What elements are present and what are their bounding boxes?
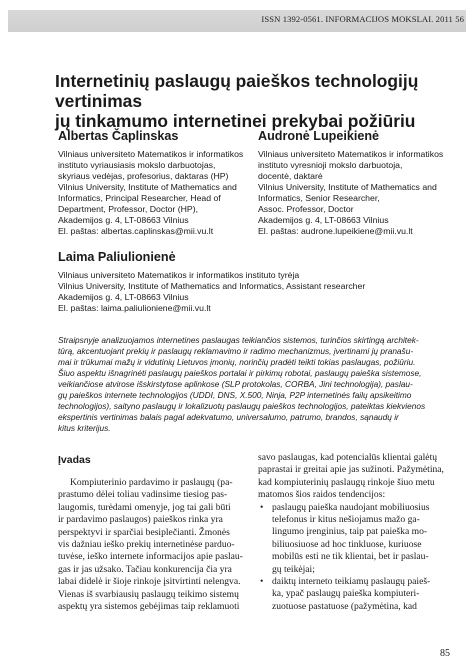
affiliation-line: Akademijos g. 4, LT-08663 Vilnius [58, 215, 189, 225]
affiliation-line: instituto vyriausiasis mokslo darbuotojas, [58, 160, 216, 170]
abstract-line: veikiančiose atvirose išskirstytose aplinkose (SLP protokolas, CORBA, Jini technologija), paslau- [58, 379, 413, 389]
affiliation-line: Department, Professor, Doctor (HP), [58, 204, 199, 214]
affiliation-line: Vilniaus universiteto Matematikos ir informatikos [58, 149, 244, 159]
affiliation-line: Informatics, Senior Researcher, [258, 193, 380, 203]
bullet-line: zuotuose pastatuose (pažymėtina, kad [272, 600, 417, 612]
right-column [258, 452, 448, 613]
abstract-line: gų paieškos internete technologijos (UDDI, DNS, X.500, Ninja, P2P internetinės failų apsikeitimo [58, 390, 412, 400]
body-line: paprastai ir greitai apie jas sužinoti. Pažymėtina, [258, 464, 444, 476]
body-line: prastumo dėlei toliau vadinsime tiesiog pas- [58, 489, 228, 501]
journal-issn: ISSN 1392-0561. INFORMACIJOS MOKSLAI. 2011 56 [261, 14, 464, 24]
affiliation-line: Akademijos g. 4, LT-08663 Vilnius [58, 292, 189, 302]
author-affiliation [58, 149, 258, 237]
affiliation-line: instituto vyresnioji mokslo darbuotoja, [258, 160, 403, 170]
body-line: gas ir jas užsako. Tačiau konkurencija čia yra [58, 563, 232, 575]
article-title [55, 71, 460, 131]
affiliation-line: skyriaus vedėjas, profesorius, daktaras (HP) [58, 171, 229, 181]
author-block [58, 250, 458, 314]
email-line: El. paštas: albertas.caplinskas@mii.vu.lt [58, 226, 214, 236]
affiliation-line: Vilniaus universiteto Matematikos ir informatikos instituto tyrėja [58, 270, 300, 280]
author-name: Albertas Čaplinskas [58, 129, 179, 143]
abstract-line: technologijos), saityno paslaugų ir lokalizuotų paslaugų paieškos technologijos, pateiktas kiekvienos [58, 401, 426, 411]
body-line: vis dažniau ieško prekių internetinėse parduo- [58, 539, 235, 551]
body-line: matomos šios raidos tendencijos: [258, 489, 386, 501]
body-line: aspektų yra sistemos gebėjimas taip reklamuoti [58, 601, 240, 613]
bullet-line-text: biliuosiuose ad hoc tinkluose, kuriuose [272, 538, 422, 550]
bullet-line: mobilūs esti ne tik klientai, bet ir paslau- [272, 551, 429, 563]
bullet-line: lingumo įrenginius, taip pat paieška mo- [272, 526, 428, 538]
bullet-item [258, 502, 448, 514]
affiliation-line: Assoc. Professor, Doctor [258, 204, 354, 214]
affiliation-line: docentė, daktarė [258, 171, 323, 181]
author-name: Audronė Lupeikienė [258, 129, 380, 143]
body-line: Vienas iš svarbiausių paslaugų teikimo sistemų [58, 588, 239, 600]
bullet-marker: • [260, 501, 264, 513]
affiliation-line: Vilniaus universiteto Matematikos ir informatikos [258, 149, 444, 159]
bullet-line: gų teikėjai; [272, 563, 315, 575]
bullet-marker: • [260, 576, 264, 588]
bullet-line: paslaugų paieška naudojant mobiliuosius [272, 501, 430, 513]
author-block [58, 129, 258, 237]
email-line: El. paštas: laima.paliulioniene@mii.vu.lt [58, 303, 211, 313]
abstract-line: mai ir trūkumai mažų ir vidutinių Lietuvos įmonių, norinčių pradėti teikti tokias paslaugas, požiūriu. [58, 357, 416, 367]
bullet-line: telefonus ir kitus nešiojamus mažo ga- [272, 514, 420, 526]
title-line: Internetinių paslaugų paieškos technologijų vertinimas [55, 71, 419, 111]
body-line: perspektyvi ir sparčiai besiplečianti. Žmonės [58, 526, 230, 538]
body-line: ir pardavimo paslaugos) paieškos rinka yra [58, 514, 223, 526]
left-column [58, 477, 246, 613]
abstract-line: ekspertinis vertinimas balais pagal adekvatumo, universalumo, patrumo, brandos, sąnaudų ir [58, 412, 399, 422]
abstract-line: tūrą, akcentuojant prekių ir paslaugų reklamavimo ir radimo mechanizmus, įvertinami jų pranašu- [58, 346, 414, 356]
affiliation-line: Vilnius University, Institute of Mathematics and [58, 182, 237, 192]
abstract-line: Šiuo aspektu išnagrinėti paslaugų paieškos portalai ir pirkimų robotai, paslaugų paieška sistemose, [58, 368, 422, 378]
page-number: 85 [440, 648, 450, 659]
bullet-line: ka, ypač paslaugų paieška kompiuteri- [272, 588, 420, 600]
author-name: Laima Paliulionienė [58, 250, 176, 264]
author-block [258, 129, 463, 237]
author-affiliation [258, 149, 463, 237]
title-line: jų tinkamumo internetinei prekybai požiūriu [55, 111, 416, 131]
abstract-line: Straipsnyje analizuojamos internetines paslaugas teikiančios sistemos, turinčios skirtingą architek- [58, 335, 419, 345]
affiliation-line: Vilnius University, Institute of Mathematics and [258, 182, 437, 192]
bullet-line: daiktų interneto teikiamų paslaugų paieš- [272, 576, 431, 588]
body-line: labai didelė ir šioje rinkoje įsitvirtinti nelengva. [58, 576, 241, 588]
affiliation-line: Akademijos g. 4, LT-08663 Vilnius [258, 215, 389, 225]
author-affiliation [58, 270, 458, 314]
body-line: tuvėse, ieško internete informacijos apie paslau- [58, 551, 243, 563]
body-line: Kompiuterinio pardavimo ir paslaugų (pa- [70, 477, 233, 488]
body-line: kad kompiuterinių paslaugų rinkoje šiuo metu [258, 476, 435, 488]
email-line: El. paštas: audrone.lupeikiene@mii.vu.lt [258, 226, 413, 236]
abstract [58, 335, 450, 434]
affiliation-line: Vilnius University, Institute of Mathematics and Informatics, Assistant researcher [58, 281, 366, 291]
bullet-line [258, 539, 448, 551]
affiliation-line: Informatics, Principal Researcher, Head of [58, 193, 221, 203]
section-heading: Įvadas [58, 454, 91, 466]
body-line: savo paslaugas, kad potencialūs klientai galėtų [258, 452, 438, 463]
bullet-item [258, 576, 448, 588]
body-line: laugomis, turėdami omenyje, jog tai gali būti [58, 501, 231, 513]
abstract-line: kitus kriterijus. [58, 423, 111, 433]
